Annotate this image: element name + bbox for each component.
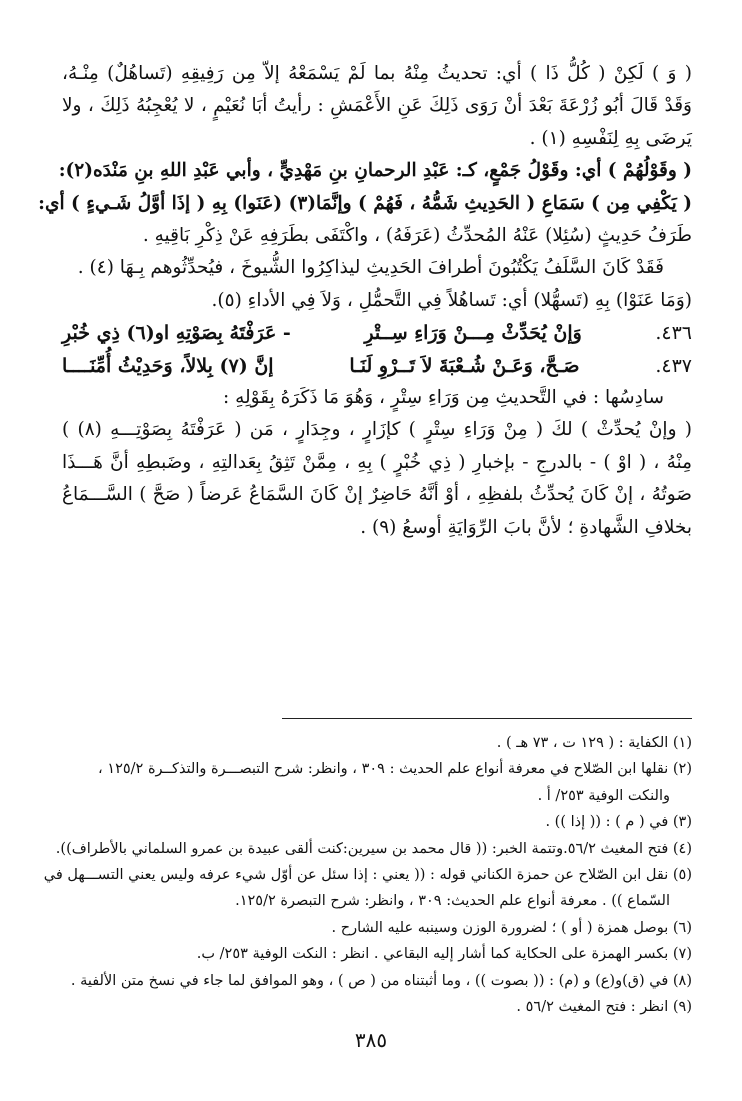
text-line: ( وإنْ يُحدِّثْ ) لكَ ( مِنْ وَرَاءِ سِتْرٍ ) كإزَارٍ ، وجِدَارٍ ، مَن ( عَرَفْتَهُ بِصَوْتِـــهِ (٨) ) bbox=[62, 419, 692, 441]
footnote: (٩) انظر : فتح المغيث ٥٦/٢ . bbox=[516, 999, 692, 1016]
verse-number: ٤٣٧. bbox=[655, 354, 692, 377]
footnote-separator bbox=[282, 718, 692, 719]
text-line: (وَمَا عَنَوْا) بِهِ (تَسهُّلا) أي: تَساهُلاً فِي التَّحمُّلِ ، وَلاَ فِي الأداءِ (٥). bbox=[211, 289, 692, 311]
text-line: وَقَدْ قَالَ أبُو زُرْعَةَ بَعْدَ أنْ رَوَى ذَلِكَ عَنِ الأَعْمَشِ : رأيتُ أبَا نُعَيْمٍ ، لا يُعْجِبُهُ ذَلِكَ ، ولا bbox=[62, 95, 692, 117]
verse-hemistich-second: إنَّ (٧) بِلالاً، وَحَدِيْثُ أُمِّنَــــا bbox=[62, 354, 274, 377]
main-text bbox=[38, 58, 692, 544]
text-line: ( يَكْفِي مِن ) سَمَاعِ ( الحَدِيثِ شَمُّهُ ، فَهُمْ ) وإنَّمَا(٣) (عَنَوا) بِهِ ( إذَا أوَّلُ شَـيءٍ ) أي: bbox=[38, 192, 692, 214]
footnote: (١) الكفاية : ( ١٢٩ ت ، ٧٣ هـ ) . bbox=[496, 735, 692, 751]
verse-436 bbox=[62, 317, 692, 349]
text-line: فَقَدْ كَانَ السَّلَفُ يَكْتُبُونَ أطرافَ الحَدِيثِ ليذاكِرُوا الشُّيوخَ ، فيُحدِّثُوهم بِـهَا (٤) . bbox=[77, 257, 664, 279]
verse-hemistich-second: - عَرَفْتَهُ بِصَوْتِهِ او(٦) ذِي خُبْرِ bbox=[62, 322, 291, 345]
text-line: ( وقَوْلُهُمْ ) أي: وقَوْلُ جَمْعٍ، كـ: عَبْدِ الرحمانِ بنِ مَهْدِيٍّ ، وأبي عَبْدِ اللهِ بنِ مَنْدَه(٢): bbox=[58, 160, 692, 182]
text-line: سادِسُها : في التَّحديثِ مِن وَرَاءِ سِتْرٍ ، وَهُوَ مَا ذَكَرَهُ بِقَوْلِهِ : bbox=[223, 387, 664, 409]
text-line: ( وَ ) لَكِنْ ( كُلُّ ذَا ) أي: تحديثُ مِنْهُ بما لَمْ يَسْمَعْهُ إلاّ مِن رَفِيقِهِ (تَساهُلٌ) مِنْـهُ، bbox=[62, 63, 692, 84]
footnote: (٢) نقلها ابن الصّلاح في معرفة أنواع علم الحديث : ٣٠٩ ، وانظر: شرح التبصـــرة والتذكــرة ١٢٥/٢ ، bbox=[98, 761, 692, 778]
footnote: (٤) فتح المغيث ٥٦/٢.وتتمة الخبر: (( قال محمد بن سيرين:كنت ألقى عبيدة بن عمرو السلماني بالأطراف)). bbox=[55, 840, 692, 857]
text-line: طَرَفُ حَدِيثٍ (سُئِلا) عَنْهُ المُحدِّثُ (عَرَفَهُ) ، واكْتَفَى بطَرَفِهِ عَنْ ذِكْرِ بَاقِيهِ . bbox=[142, 225, 692, 247]
verse-hemistich-first: وَإنْ يُحَدِّثْ مِـــنْ وَرَاءِ سِــتْرِ bbox=[364, 322, 582, 345]
footnote: (٥) نقل ابن الصّلاح عن حمزة الكناني قوله : (( يعني : إذا سئل عن أوّل شيء عرفه وليس يعني التســـهل في bbox=[43, 867, 692, 884]
footnote: (٣) في ( م ) : (( إذا )) . bbox=[545, 814, 692, 831]
footnote-continuation: والنكت الوفية ٢٥٣/ أ . bbox=[537, 787, 670, 804]
verse-hemistich-first: صَـحَّ، وَعَـنْ شُـعْبَةَ لاَ تَــرْوِ لَنَـا bbox=[349, 354, 580, 377]
footnotes bbox=[43, 730, 692, 1020]
page-number: ٣٨٥ bbox=[354, 1028, 388, 1052]
verse-437 bbox=[62, 350, 692, 382]
text-line: يَرضَى بِهِ لِنَفْسِهِ (١) . bbox=[529, 127, 692, 149]
footnote: (٦) بوصل همزة ( أو ) ؛ لضرورة الوزن وسينبه عليه الشارح . bbox=[331, 919, 692, 936]
footnote: (٧) بكسر الهمزة على الحكاية كما أشار إليه البقاعي . انظر : النكت الوفية ٢٥٣/ ب. bbox=[196, 946, 692, 963]
text-line: بخلافِ الشَّهادةِ ؛ لأنَّ بابَ الرِّوَايَةِ أوسعُ (٩) . bbox=[360, 516, 692, 538]
text-line: صَوتُهُ ، إنْ كَانَ يُحدِّثُ بلفظِهِ ، أوْ أنَّهُ حَاضِرٌ إنْ كَانَ السَّمَاعُ عَرضاً ( صَحَّ ) السَّـــمَاعُ bbox=[62, 484, 692, 506]
text-line: مِنْهُ ، ( اوْ ) - بالدرجِ - بإخبارِ ( ذِي خُبْرٍ ) بِهِ ، مِمَّنْ تَثِقُ بِعَدالتِهِ ، وضَبطِهِ أنَّ هَـــذَا bbox=[62, 451, 692, 473]
verse-number: ٤٣٦. bbox=[655, 322, 692, 345]
footnote-continuation: السّماع )) . معرفة أنواع علم الحديث: ٣٠٩ ، وانظر: شرح التبصرة ١٢٥/٢. bbox=[235, 893, 670, 910]
footnote: (٨) في (ق)و(ع) و (م) : (( بصوت )) ، وما أثبتناه من ( ص ) ، وهو الموافق لما جاء في نسخ متن الألفية . bbox=[70, 972, 692, 989]
